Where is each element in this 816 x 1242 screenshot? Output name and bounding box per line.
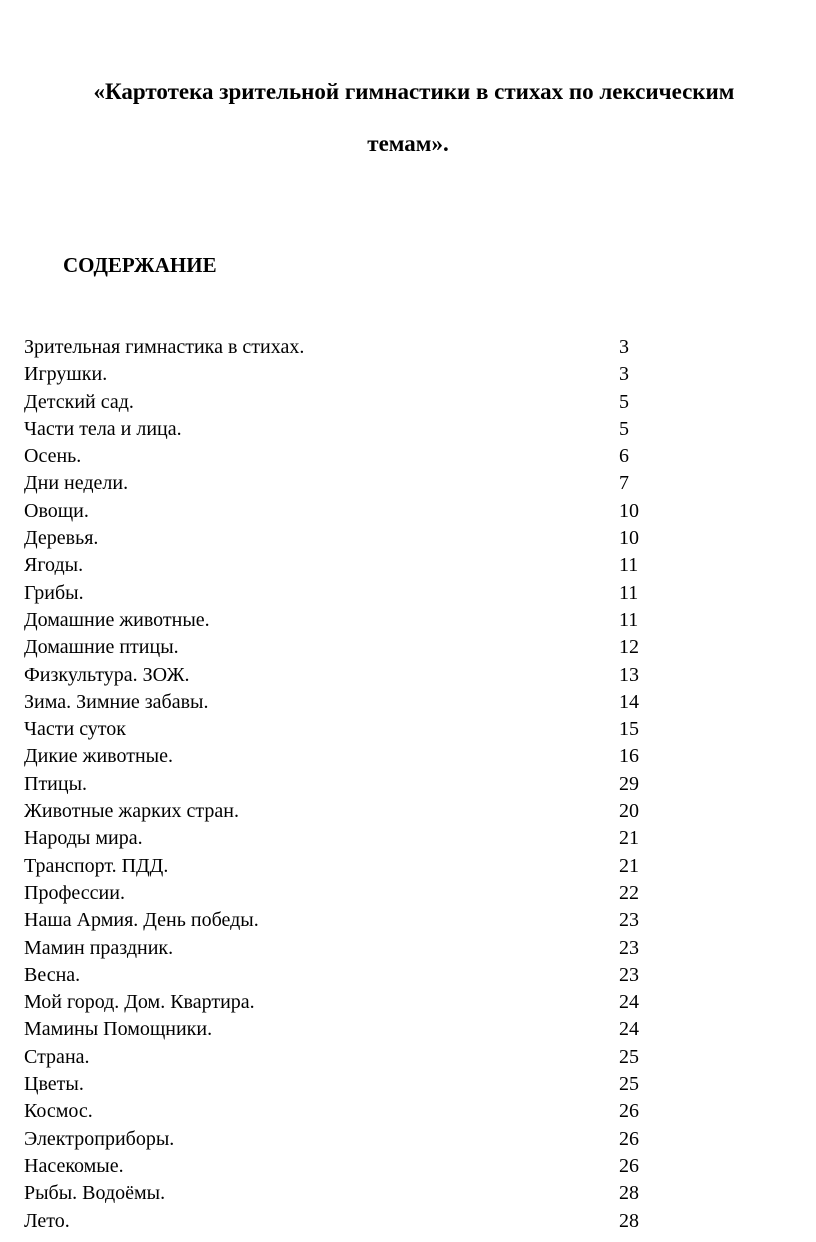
toc-entry-title: Игрушки. <box>24 363 108 386</box>
contents-heading: СОДЕРЖАНИЕ <box>63 253 217 277</box>
toc-entry <box>24 1153 724 1180</box>
toc-entry-page-number: 24 <box>619 1018 639 1041</box>
toc-entry-page-number: 22 <box>619 881 639 904</box>
toc-entry-page-number: 5 <box>619 390 629 413</box>
toc-entry-title: Мамин праздник. <box>24 936 174 959</box>
toc-entry-title: Зима. Зимние забавы. <box>24 690 209 713</box>
toc-entry-page-number: 26 <box>619 1100 639 1123</box>
toc-entry-page-number: 21 <box>619 854 639 877</box>
toc-entry <box>24 470 724 497</box>
toc-entry-page-number: 5 <box>619 417 629 440</box>
toc-entry-title: Лето. <box>24 1209 70 1232</box>
toc-entry <box>24 334 724 361</box>
toc-entry-page-number: 11 <box>619 554 639 577</box>
toc-entry-title: Детский сад. <box>24 390 134 413</box>
toc-entry-page-number: 26 <box>619 1154 639 1177</box>
toc-entry-page-number: 23 <box>619 909 639 932</box>
title-line-2: темам». <box>367 131 449 156</box>
toc-entry-title: Части тела и лица. <box>24 417 182 440</box>
toc-entry-title: Страна. <box>24 1045 90 1068</box>
toc-entry <box>24 798 724 825</box>
toc-entry-page-number: 25 <box>619 1045 639 1068</box>
toc-entry-page-number: 23 <box>619 936 639 959</box>
toc-entry <box>24 743 724 770</box>
toc-entry-page-number: 12 <box>619 636 639 659</box>
toc-entry-title: Птицы. <box>24 772 88 795</box>
toc-entry-title: Зрительная гимнастика в стихах. <box>24 336 305 358</box>
toc-entry <box>24 662 724 689</box>
toc-entry-page-number: 3 <box>619 363 629 386</box>
toc-entry-title: Домашние птицы. <box>24 636 179 659</box>
toc-entry-page-number: 28 <box>619 1209 639 1232</box>
toc-entry-page-number: 26 <box>619 1127 639 1150</box>
toc-entry <box>24 853 724 880</box>
toc-entry-page-number: 10 <box>619 499 639 522</box>
toc-entry-page-number: 11 <box>619 608 639 631</box>
toc-entry <box>24 825 724 852</box>
toc-entry-page-number: 11 <box>619 581 639 604</box>
toc-entry-title: Народы мира. <box>24 827 143 850</box>
toc-entry-page-number: 10 <box>619 527 639 550</box>
toc-entry-title: Деревья. <box>24 527 99 550</box>
toc-entry-title: Транспорт. ПДД. <box>24 854 169 877</box>
toc-entry <box>24 989 724 1016</box>
toc-entry-page-number: 13 <box>619 663 639 686</box>
toc-entry-title: Ягоды. <box>24 554 84 577</box>
toc-entry <box>24 935 724 962</box>
toc-entry-page-number: 29 <box>619 772 639 795</box>
toc-entry <box>24 716 724 743</box>
toc-entry-title: Овощи. <box>24 499 89 522</box>
toc-entry-page-number: 20 <box>619 800 639 823</box>
toc-entry-title: Грибы. <box>24 581 84 604</box>
table-of-contents <box>24 334 724 1235</box>
toc-entry-title: Домашние животные. <box>24 608 210 631</box>
toc-entry-title: Электроприборы. <box>24 1127 175 1150</box>
toc-entry <box>24 1208 724 1235</box>
toc-entry <box>24 1180 724 1207</box>
toc-entry-page-number: 16 <box>619 745 639 768</box>
toc-entry <box>24 389 724 416</box>
toc-entry-title: Мамины Помощники. <box>24 1018 213 1041</box>
toc-entry-title: Рыбы. Водоёмы. <box>24 1182 166 1205</box>
toc-entry <box>24 498 724 525</box>
toc-entry-title: Осень. <box>24 445 82 468</box>
toc-entry-title: Дни недели. <box>24 472 129 495</box>
toc-entry-title: Дикие животные. <box>24 745 173 768</box>
toc-entry <box>24 771 724 798</box>
toc-entry-page-number: 7 <box>619 472 629 495</box>
toc-entry <box>24 634 724 661</box>
toc-entry <box>24 689 724 716</box>
document-title <box>0 78 816 158</box>
toc-entry-title: Мой город. Дом. Квартира. <box>24 991 255 1014</box>
toc-entry <box>24 907 724 934</box>
toc-entry-title: Профессии. <box>24 881 125 904</box>
toc-entry <box>24 962 724 989</box>
toc-entry-title: Космос. <box>24 1100 93 1123</box>
toc-entry <box>24 1126 724 1153</box>
toc-entry-page-number: 24 <box>619 991 639 1014</box>
toc-entry-page-number: 28 <box>619 1182 639 1205</box>
toc-entry-title: Наша Армия. День победы. <box>24 909 259 932</box>
toc-entry-title: Насекомые. <box>24 1154 124 1177</box>
toc-entry-page-number: 21 <box>619 827 639 850</box>
toc-entry <box>24 361 724 388</box>
toc-entry <box>24 1016 724 1043</box>
toc-entry <box>24 1071 724 1098</box>
toc-entry-page-number: 6 <box>619 445 629 468</box>
toc-entry-page-number: 25 <box>619 1073 639 1096</box>
toc-entry-title: Физкультура. ЗОЖ. <box>24 663 190 686</box>
toc-entry-page-number: 15 <box>619 718 639 741</box>
toc-entry <box>24 880 724 907</box>
toc-entry-title: Части суток <box>24 718 127 741</box>
toc-entry <box>24 580 724 607</box>
toc-entry <box>24 1098 724 1125</box>
toc-entry-page-number: 3 <box>619 336 629 358</box>
toc-entry <box>24 416 724 443</box>
toc-entry-page-number: 23 <box>619 963 639 986</box>
toc-entry-page-number: 14 <box>619 690 639 713</box>
toc-entry <box>24 443 724 470</box>
title-line-1: «Картотека зрительной гимнастики в стихах по лексическим <box>93 79 735 104</box>
toc-entry <box>24 607 724 634</box>
toc-entry-title: Весна. <box>24 963 81 986</box>
toc-entry <box>24 525 724 552</box>
toc-entry-title: Животные жарких стран. <box>24 800 239 823</box>
toc-entry-title: Цветы. <box>24 1073 84 1096</box>
toc-entry <box>24 552 724 579</box>
toc-entry <box>24 1044 724 1071</box>
